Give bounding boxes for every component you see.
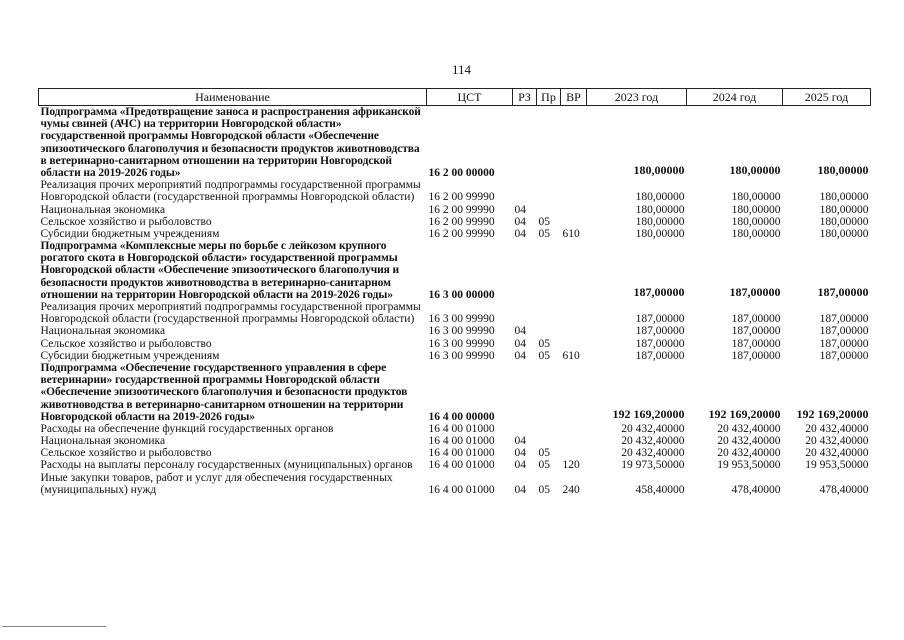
header-cst: ЦСТ [427, 89, 513, 106]
cell-cst: 16 2 00 99990 [428, 215, 495, 228]
cell-name: Реализация прочих мероприятий подпрограммы государственной программы Новгородской области (государственной программы Новгородской области) [40, 179, 421, 204]
cell-vr: 240 [562, 483, 580, 496]
table-row [39, 325, 871, 337]
table-body [39, 106, 871, 497]
table-row [39, 447, 871, 459]
cell-pr [537, 435, 561, 447]
cell-2023: 187,00000 [633, 285, 685, 300]
table-row [39, 362, 871, 423]
cell-2024: 180,00000 [729, 163, 781, 178]
footer-divider [2, 626, 106, 627]
cell-rz: 04 [514, 483, 526, 496]
cell-pr: 05 [538, 227, 550, 240]
table-row [39, 240, 871, 301]
table-row [39, 204, 871, 216]
cell-2023: 19 973,50000 [621, 459, 685, 472]
cell-2025: 20 432,40000 [805, 447, 869, 460]
cell-cst: 16 4 00 01000 [428, 459, 495, 472]
table-row [39, 301, 871, 325]
header-2025: 2025 год [783, 89, 871, 106]
header-pr: Пр [537, 89, 561, 106]
cell-rz [513, 240, 537, 301]
cell-2024: 180,00000 [731, 227, 781, 240]
table-row [39, 106, 871, 180]
cell-2023: 187,00000 [635, 313, 685, 326]
cell-pr: 05 [538, 459, 550, 472]
cell-name: Национальная экономика [40, 435, 166, 448]
cell-cst: 16 2 00 99990 [428, 203, 495, 216]
cell-cst: 16 4 00 01000 [428, 435, 495, 448]
cell-pr [537, 325, 561, 337]
header-2024: 2024 год [687, 89, 783, 106]
cell-rz: 04 [514, 459, 526, 472]
cell-2025: 180,00000 [817, 163, 869, 178]
cell-2024: 187,00000 [731, 337, 781, 350]
cell-2025: 180,00000 [819, 191, 869, 204]
cell-2023: 180,00000 [635, 203, 685, 216]
cell-vr [561, 325, 587, 337]
cell-2024: 20 432,40000 [717, 435, 781, 448]
cell-2024: 187,00000 [731, 349, 781, 362]
cell-2024: 187,00000 [729, 285, 781, 300]
cell-vr [561, 240, 587, 301]
cell-vr: 120 [562, 459, 580, 472]
cell-2023: 458,40000 [635, 483, 685, 496]
cell-cst: 16 3 00 99990 [428, 313, 495, 326]
cell-2023: 187,00000 [635, 325, 685, 338]
cell-2024: 19 953,50000 [717, 459, 781, 472]
cell-pr [537, 204, 561, 216]
cell-pr [537, 362, 561, 423]
cell-name: Подпрограмма «Предотвращение заноса и распространения африканской чумы свиней (АЧС) на территории Новгородской области» государственной программы Новгородской области «Обеспечение эпизоотического благополучия и безопасности продуктов животноводства в ветеринарно-санитарном отношении на территории Новгородской области на 2019-2026 годы» [40, 106, 421, 179]
cell-2024: 187,00000 [731, 313, 781, 326]
table-row [39, 435, 871, 447]
cell-2025: 478,40000 [819, 483, 869, 496]
table-row [39, 472, 871, 496]
cell-pr [537, 423, 561, 435]
cell-2025: 187,00000 [819, 325, 869, 338]
cell-vr [561, 216, 587, 228]
header-name: Наименование [39, 89, 427, 106]
cell-2023: 187,00000 [635, 349, 685, 362]
cell-2024: 478,40000 [731, 483, 781, 496]
cell-rz: 04 [514, 349, 526, 362]
cell-name: Расходы на обеспечение функций государственных органов [40, 422, 334, 435]
cell-2023: 180,00000 [635, 215, 685, 228]
cell-rz [513, 362, 537, 423]
cell-cst: 16 3 00 99990 [428, 337, 495, 350]
cell-2025: 180,00000 [819, 203, 869, 216]
cell-rz: 04 [514, 227, 526, 240]
cell-rz: 04 [514, 447, 526, 460]
cell-2025: 187,00000 [819, 313, 869, 326]
cell-2025: 187,00000 [819, 337, 869, 350]
cell-name: Сельское хозяйство и рыболовство [40, 447, 212, 460]
cell-rz [513, 301, 537, 325]
cell-2024: 192 169,20000 [708, 407, 781, 422]
table-header-row [39, 89, 871, 106]
cell-cst: 16 4 00 01000 [428, 422, 495, 435]
budget-table [38, 88, 871, 496]
cell-pr: 05 [538, 483, 550, 496]
cell-2024: 20 432,40000 [717, 447, 781, 460]
cell-pr: 05 [538, 447, 550, 460]
cell-vr [561, 204, 587, 216]
cell-pr [537, 106, 561, 180]
table-row [39, 350, 871, 362]
cell-rz: 04 [514, 337, 526, 350]
cell-cst: 16 4 00 01000 [428, 447, 495, 460]
cell-pr: 05 [538, 349, 550, 362]
cell-2024: 187,00000 [731, 325, 781, 338]
cell-2023: 20 432,40000 [621, 447, 685, 460]
table-row [39, 423, 871, 435]
cell-2024: 180,00000 [731, 215, 781, 228]
cell-vr [561, 179, 587, 203]
cell-pr: 05 [538, 337, 550, 350]
header-rz: РЗ [513, 89, 537, 106]
cell-vr [561, 423, 587, 435]
cell-2023: 192 169,20000 [612, 407, 685, 422]
cell-rz: 04 [514, 215, 526, 228]
cell-vr: 610 [562, 349, 580, 362]
cell-rz: 04 [514, 203, 526, 216]
cell-vr [561, 362, 587, 423]
cell-cst: 16 4 00 01000 [428, 483, 495, 496]
cell-vr [561, 301, 587, 325]
cell-2023: 20 432,40000 [621, 435, 685, 448]
cell-cst: 16 3 00 00000 [428, 288, 495, 301]
cell-2025: 192 169,20000 [796, 407, 869, 422]
cell-2025: 19 953,50000 [805, 459, 869, 472]
cell-pr [537, 179, 561, 203]
cell-cst: 16 2 00 99990 [428, 227, 495, 240]
cell-vr: 610 [562, 227, 580, 240]
table-row [39, 338, 871, 350]
cell-pr [537, 301, 561, 325]
cell-2025: 187,00000 [817, 285, 869, 300]
cell-vr [561, 106, 587, 180]
cell-2023: 187,00000 [635, 337, 685, 350]
header-2023: 2023 год [587, 89, 687, 106]
cell-2024: 180,00000 [731, 191, 781, 204]
cell-vr [561, 435, 587, 447]
cell-name: Национальная экономика [40, 203, 166, 216]
cell-cst: 16 3 00 99990 [428, 349, 495, 362]
cell-name: Субсидии бюджетным учреждениям [40, 349, 220, 362]
cell-2023: 180,00000 [633, 163, 685, 178]
cell-rz: 04 [514, 325, 526, 338]
cell-2025: 187,00000 [819, 349, 869, 362]
cell-rz [513, 423, 537, 435]
cell-name: Сельское хозяйство и рыболовство [40, 337, 212, 350]
cell-2025: 20 432,40000 [805, 435, 869, 448]
cell-cst: 16 2 00 00000 [428, 166, 495, 179]
cell-2025: 180,00000 [819, 227, 869, 240]
header-vr: ВР [561, 89, 587, 106]
cell-pr: 05 [538, 215, 550, 228]
cell-2024: 20 432,40000 [717, 422, 781, 435]
cell-name: Субсидии бюджетным учреждениям [40, 227, 220, 240]
cell-name: Иные закупки товаров, работ и услуг для обеспечения государственных (муниципальных) нужд [40, 471, 393, 496]
cell-vr [561, 447, 587, 459]
cell-rz [513, 179, 537, 203]
cell-cst: 16 2 00 99990 [428, 191, 495, 204]
table-row [39, 228, 871, 240]
table-row [39, 179, 871, 203]
cell-2023: 180,00000 [635, 191, 685, 204]
cell-name: Расходы на выплаты персоналу государственных (муниципальных) органов [40, 459, 413, 472]
cell-name: Реализация прочих мероприятий подпрограммы государственной программы Новгородской области (государственной программы Новгородской области) [40, 301, 421, 326]
cell-name: Сельское хозяйство и рыболовство [40, 215, 212, 228]
page-number: 114 [452, 62, 472, 77]
cell-name: Национальная экономика [40, 325, 166, 338]
cell-2023: 180,00000 [635, 227, 685, 240]
cell-pr [537, 240, 561, 301]
cell-2025: 180,00000 [819, 215, 869, 228]
cell-2025: 20 432,40000 [805, 422, 869, 435]
cell-2024: 180,00000 [731, 203, 781, 216]
cell-name: Подпрограмма «Комплексные меры по борьбе с лейкозом крупного рогатого скота в Новгородской области» государственной программы Новгородской области «Обеспечение эпизоотического благополучия и безопасности продуктов животноводства в ветеринарно-санитарном отношении на территории Новгородской области на 2019-2026 годы» [40, 240, 400, 301]
cell-cst: 16 4 00 00000 [428, 410, 495, 423]
cell-cst: 16 3 00 99990 [428, 325, 495, 338]
cell-2023: 20 432,40000 [621, 422, 685, 435]
table-row [39, 216, 871, 228]
cell-rz [513, 106, 537, 180]
cell-name: Подпрограмма «Обеспечение государственного управления в сфере ветеринарии» государственной программы Новгородской области «Обеспечение эпизоотического благополучия и безопасности продуктов животноводства в ветеринарно-санитарном отношении на территории Новгородской области на 2019-2026 годы» [40, 361, 408, 423]
cell-vr [561, 338, 587, 350]
table-row [39, 459, 871, 471]
cell-rz: 04 [514, 435, 526, 448]
